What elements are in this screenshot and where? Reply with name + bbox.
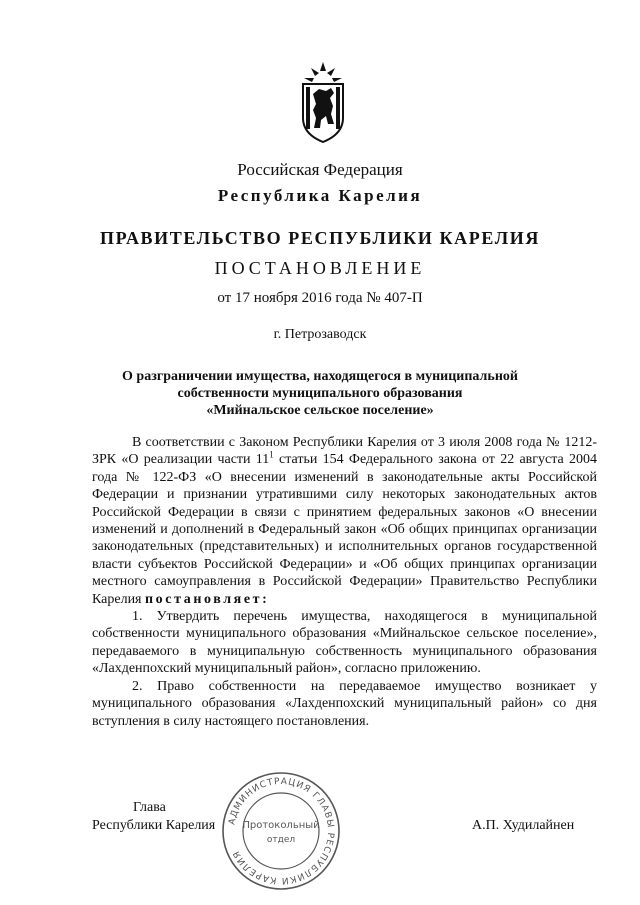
country-name: Российская Федерация: [237, 160, 403, 179]
title-line: «Мийнальское сельское поселение»: [206, 403, 434, 418]
superscript-number: 1: [269, 449, 274, 460]
document-type: ПОСТАНОВЛЕНИЕ: [214, 258, 426, 278]
document-body: [92, 434, 597, 730]
document-title: [0, 368, 640, 419]
stamp-inner-line2: отдел: [266, 835, 296, 845]
government-heading: ПРАВИТЕЛЬСТВО РЕСПУБЛИКИ КАРЕЛИЯ: [100, 228, 540, 248]
signatory-name: А.П. Худилайнен: [472, 818, 575, 833]
preamble-paragraph: [92, 434, 597, 608]
decree-word: постановляет:: [145, 591, 270, 607]
title-line: собственности муниципального образования: [177, 386, 463, 401]
signatory-title-line1: Глава: [133, 800, 166, 815]
republic-name: Республика Карелия: [217, 186, 423, 205]
preamble-text-rest: статьи 154 Федерального закона от 22 августа 2004 года № 122-ФЗ «О внесении изменений в законодательные акты Российской Федерации и признании утратившими силу некоторых законодательных актов Российской Федерации в связи с принятием федеральных законов «О внесении изменений и дополнений в Федеральный закон «Об общих принципах организации законодательных (представительных) и исполнительных органов государственной власти субъектов Российской Федерации» и «Об общих принципах организации местного самоуправления в Российской Федерации» Правительство Республики Карелия: [92, 452, 597, 607]
document-date-number: от 17 ноября 2016 года № 407-П: [217, 290, 423, 306]
title-line: О разграничении имущества, находящегося в муниципальной: [122, 369, 518, 384]
stamp-outer-text: АДМИНИСТРАЦИЯ ГЛАВЫ РЕСПУБЛИКИ КАРЕЛИЯ: [227, 776, 336, 886]
official-stamp: [220, 770, 342, 892]
signatory-title-line2: Республики Карелия: [92, 818, 216, 833]
clause-2: 2. Право собственности на передаваемое имущество возникает у муниципального образования «Лахденпохский муниципальный район» со дня вступления в силу настоящего постановления.: [92, 678, 597, 729]
preamble-text: В соответствии с Законом Республики Карелия от 3 июля 2008 года № 1212-ЗРК «О реализации части 11: [92, 435, 597, 468]
clause-1: 1. Утвердить перечень имущества, находящегося в муниципальной собственности муниципального образования «Мийнальское сельское поселение», передаваемого в муниципальную собственность муниципального образования «Лахденпохский муниципальный район», согласно приложению.: [92, 609, 597, 677]
karelia-coat-of-arms-icon: [298, 62, 348, 144]
document-city: г. Петрозаводск: [273, 327, 367, 342]
stamp-inner-line1: Протокольный: [242, 820, 320, 831]
